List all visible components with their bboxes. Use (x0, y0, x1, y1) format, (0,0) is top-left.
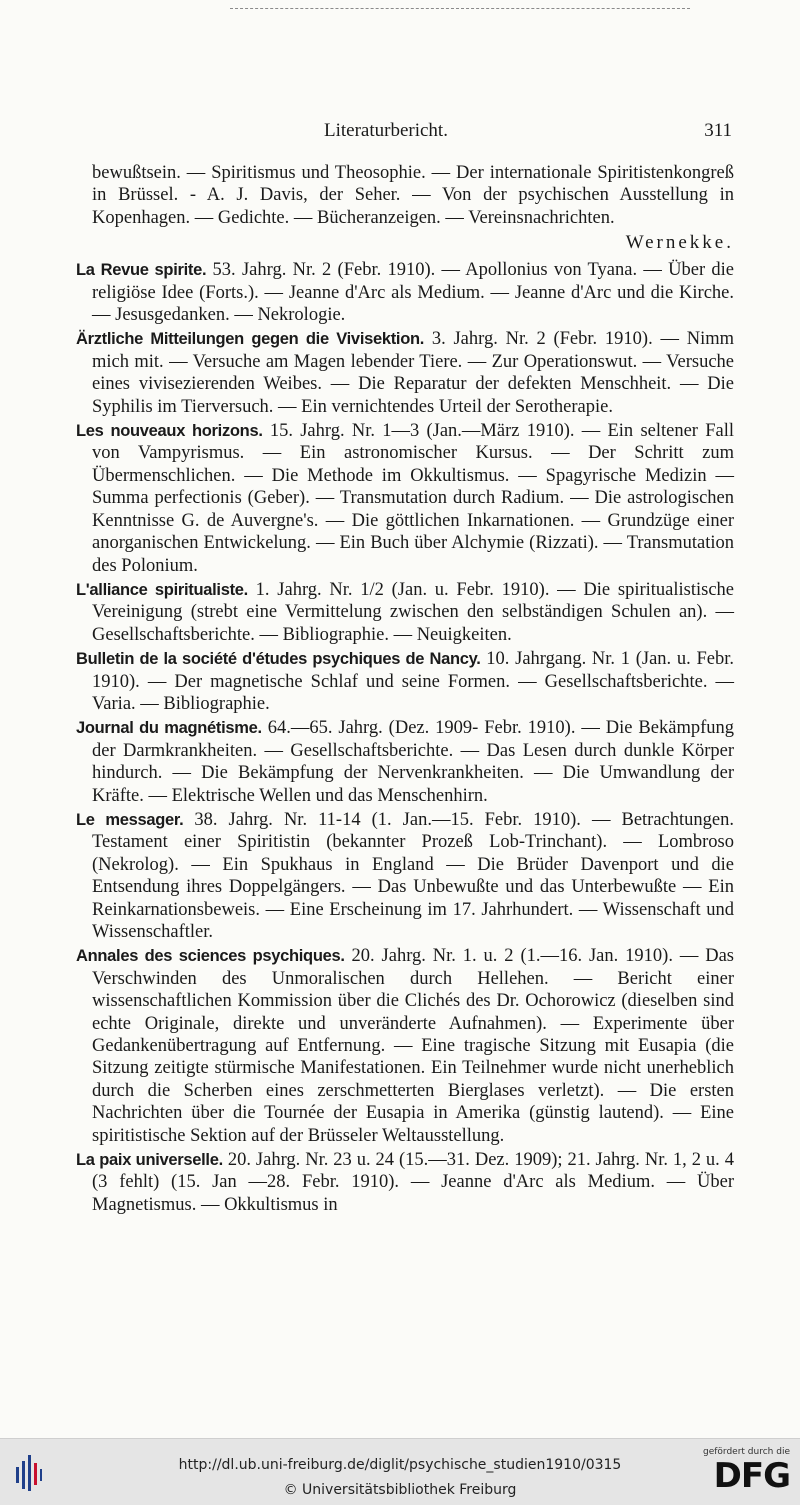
entry-text: 38. Jahrg. Nr. 11-14 (1. Jan.—15. Febr. 1910). — Betrachtungen. Testament einer Spiritistin (bekannter Prozeß Lob-Trinchant). — Lombroso (Nekrolog). — Ein Spukhaus in England — Die Brüder Davenport und die Entsendung ihres Doppelgängers. — Das Unbewußte und das Unterbewußte — Ein Reinkarnationsbeweis. — Eine Erscheinung im 17. Jahrhundert. — Wissenschaft und Wissenschaftler. (92, 809, 734, 942)
entry-alliance-spiritualiste (76, 579, 734, 646)
running-header (92, 120, 732, 144)
entry-text: 53. Jahrg. Nr. 2 (Febr. 1910). — Apollonius von Tyana. — Über die religiöse Idee (Forts.). — Jeanne d'Arc als Medium. — Jeanne d'Arc und die Kirche. — Jesusgedanken. — Nekrologie. (92, 260, 734, 326)
entry-text: 20. Jahrg. Nr. 23 u. 24 (15.—31. Dez. 1909); 21. Jahrg. Nr. 1, 2 u. 4 (3 fehlt) (15. Jan —28. Febr. 1910). — Jeanne d'Arc als Medium. — Über Magnetismus. — Okkultismus in (92, 1150, 734, 1215)
entry-text: 15. Jahrg. Nr. 1—3 (Jan.—März 1910). — Ein seltener Fall von Vampyrismus. — Ein astronomischer Kursus. — Der Schritt zum Übermenschlichen. — Die Methode im Okkultismus. — Spagyrische Medizin — Summa perfectionis (Geber). — Transmutation durch Radium. — Die astrologischen Kenntnisse G. de Auvergne's. — Die göttlichen Inkarnationen. — Grundzüge einer anorganischen Entwickelung. — Ein Buch über Alchymie (Rizzati). — Transmutation des Polonium. (92, 421, 734, 576)
dfg-funding-logo (700, 1447, 790, 1501)
permalink-url[interactable]: http://dl.ub.uni-freiburg.de/diglit/psychische_studien1910/0315 (178, 1457, 622, 1473)
journal-title: La Revue spirite. (76, 261, 207, 280)
entry-nouveaux-horizons (76, 420, 734, 577)
entry-journal-magnetisme (76, 717, 734, 807)
dfg-logo-text: DFG (713, 1456, 790, 1496)
journal-title: Journal du magnétisme. (76, 719, 262, 738)
entry-revue-spirite (76, 259, 734, 326)
journal-title: L'alliance spiritualiste. (76, 580, 248, 599)
intro-paragraph: bewußtsein. — Spiritismus und Theosophie. — Der internationale Spiritistenkongreß in Brüssel. - A. J. Davis, der Seher. — Von der psychischen Ausstellung in Kopenhagen. — Gedichte. — Bücheranzeigen. — Vereinsnachrichten. (92, 163, 734, 228)
dfg-funding-label: gefördert durch die (703, 1447, 790, 1457)
entry-aerztliche-mitteilungen (76, 328, 734, 418)
reviewer-signature: Wernekke. (625, 232, 734, 254)
page-body (76, 162, 734, 1218)
journal-title: La paix universelle. (76, 1151, 223, 1170)
entry-le-messager (76, 809, 734, 943)
entry-text: 20. Jahrg. Nr. 1. u. 2 (1.—16. Jan. 1910). — Das Verschwinden des Unmoralischen durch Hellehen. — Bericht einer wissenschaftlichen Kommission über die Clichés des Dr. Ochorowicz (dieselben sind echte Originale, direkte und unveränderte Aufnahmen). — Experimente über Gedankenübertragung auf Entfernung. — Eine tragische Sitzung mit Eusapia (die Sitzung zeitigte stürmische Manifestationen. Ein Teilnehmer wurde nicht unerheblich durch die Scherben eines zerschmetterten Bierglases verletzt). — Die ersten Nachrichten über die Tournée der Eusapia in Amerika (günstig lautend). — Eine spiritistische Sektion auf der Brüsseler Weltausstellung. (92, 946, 734, 1146)
scan-edge-line (230, 8, 690, 11)
page-number: 311 (704, 120, 732, 141)
running-title: Literaturbericht. (324, 120, 448, 141)
entry-paix-universelle (76, 1149, 734, 1216)
journal-title: Ärztliche Mitteilungen gegen die Vivisektion. (76, 330, 425, 349)
entry-text: 1. Jahrg. Nr. 1/2 (Jan. u. Febr. 1910). — Die spiritualistische Vereinigung (strebt eine Vermittelung zwischen den selbständigen Schulen an). — Gesellschaftsberichte. — Bibliographie. — Neuigkeiten. (92, 579, 734, 645)
journal-title: Les nouveaux horizons. (76, 422, 263, 441)
journal-title: Bulletin de la société d'études psychiques de Nancy. (76, 650, 481, 669)
journal-title: Le messager. (76, 810, 184, 829)
copyright-notice: © Universitätsbibliothek Freiburg (283, 1482, 517, 1498)
entry-annales-sciences-psychiques (76, 945, 734, 1147)
journal-title: Annales des sciences psychiques. (76, 947, 345, 966)
entry-text: 10. Jahrgang. Nr. 1 (Jan. u. Febr. 1910). — Der magnetische Schlaf und seine Formen. — Gesellschaftsberichte. — Varia. — Bibliographie. (92, 649, 734, 714)
entry-text: 3. Jahrg. Nr. 2 (Febr. 1910). — Nimm mich mit. — Versuche am Magen lebender Tiere. — Zur Operationswut. — Versuche eines vivisezierenden Weibes. — Die Reparatur der defekten Menschheit. — Die Syphilis im Tierversuch. — Ein vernichtendes Urteil der Serotherapie. (92, 329, 734, 417)
entry-bulletin-nancy (76, 648, 734, 715)
entry-text: 64.—65. Jahrg. (Dez. 1909- Febr. 1910). — Die Bekämpfung der Darmkrankheiten. — Gesellschaftsberichte. — Das Lesen durch dunkle Körper hindurch. — Die Bekämpfung der Nervenkrankheiten. — Die Umwandlung der Kräfte. — Elektrische Wellen und das Menschenhirn. (92, 718, 734, 806)
viewer-footer (0, 1438, 800, 1505)
